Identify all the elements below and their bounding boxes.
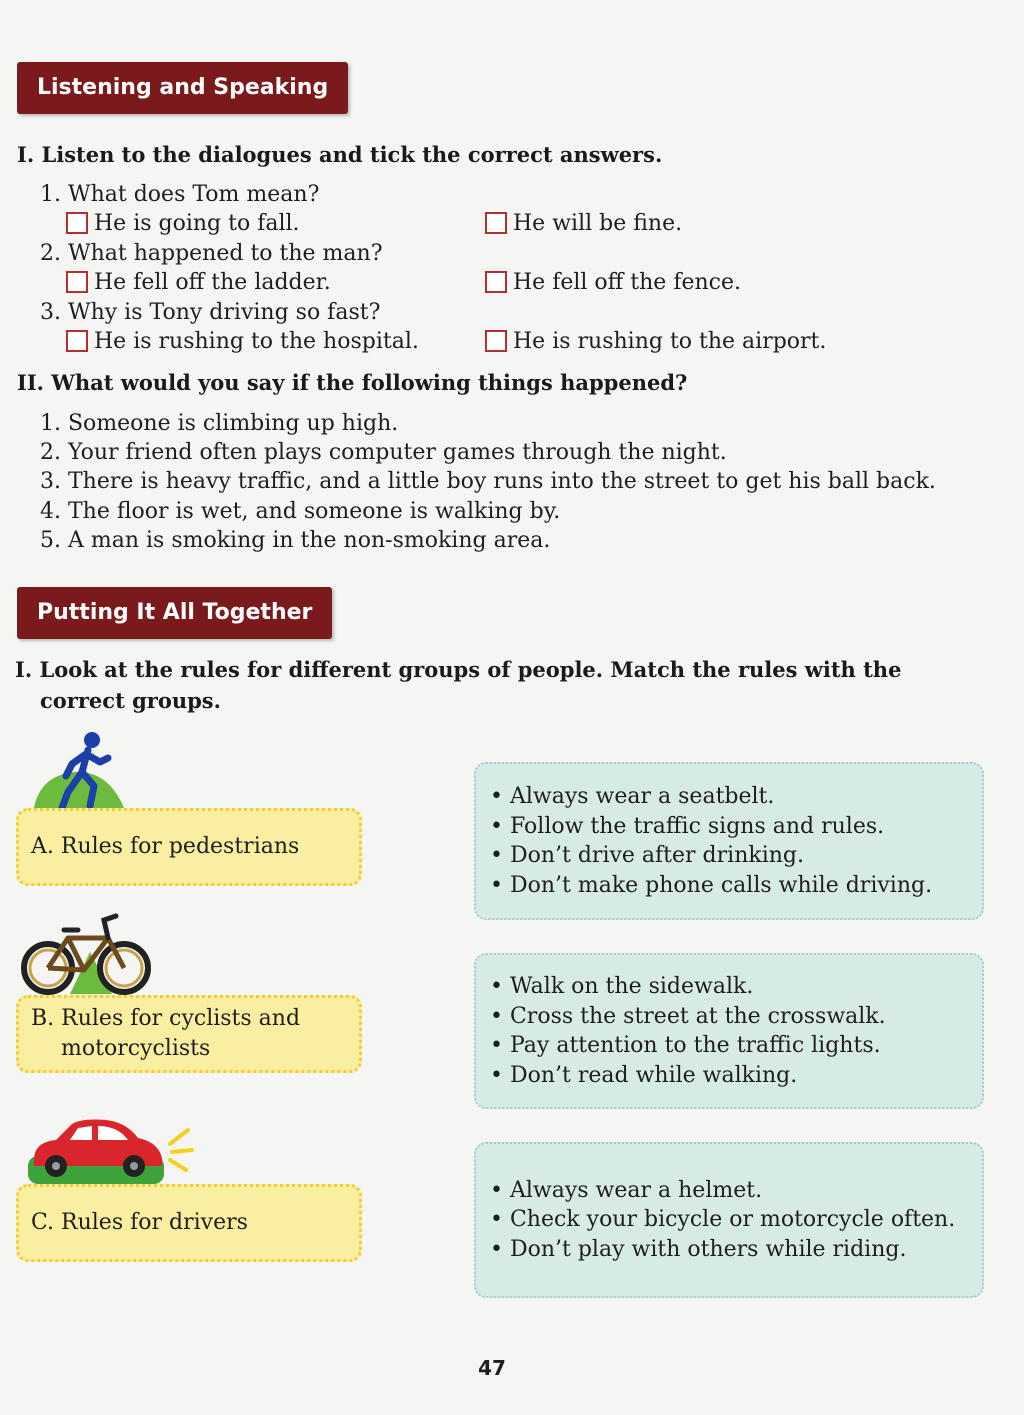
rule-item: • Walk on the sidewalk. (490, 974, 754, 999)
list-item: 5. A man is smoking in the non-smoking area. (40, 528, 551, 553)
checkbox[interactable] (485, 271, 507, 293)
option-label: He is going to fall. (94, 211, 300, 236)
option-2a (66, 268, 331, 297)
group-label-line1: B. Rules for cyclists and (31, 1006, 301, 1031)
rule-box-1[interactable] (474, 762, 984, 920)
group-label: C. Rules for drivers (31, 1210, 248, 1235)
checkbox[interactable] (66, 212, 88, 234)
section2-heading: II. What would you say if the following things happened? (17, 370, 688, 395)
option-label: He will be fine. (513, 211, 683, 236)
rule-item: • Cross the street at the crosswalk. (490, 1003, 886, 1029)
section-banner-putting: Putting It All Together (17, 587, 332, 639)
question-3: 3. Why is Tony driving so fast? (40, 300, 381, 325)
option-label: He is rushing to the airport. (513, 329, 827, 354)
group-box-c[interactable] (16, 1184, 362, 1262)
option-1b (485, 209, 682, 238)
option-label: He fell off the fence. (513, 270, 741, 295)
question-1: 1. What does Tom mean? (40, 182, 320, 207)
option-label: He is rushing to the hospital. (94, 329, 419, 354)
section3-heading-line2: correct groups. (40, 688, 221, 713)
option-3b (485, 327, 826, 356)
checkbox[interactable] (485, 212, 507, 234)
rule-item: • Don’t make phone calls while driving. (490, 872, 933, 898)
rule-item: • Don’t read while walking. (490, 1062, 798, 1088)
list-item: 4. The floor is wet, and someone is walking by. (40, 499, 561, 524)
section1-heading: I. Listen to the dialogues and tick the correct answers. (17, 142, 663, 167)
section-banner-listening: Listening and Speaking (17, 62, 348, 114)
rule-box-2[interactable] (474, 953, 984, 1109)
list-item: 1. Someone is climbing up high. (40, 411, 399, 436)
rule-item: • Follow the traffic signs and rules. (490, 813, 885, 839)
rule-item: • Pay attention to the traffic lights. (490, 1033, 881, 1058)
list-item: 2. Your friend often plays computer games through the night. (40, 440, 727, 465)
checkbox[interactable] (66, 271, 88, 293)
rule-item: • Don’t drive after drinking. (490, 843, 804, 868)
checkbox[interactable] (66, 330, 88, 352)
option-3a (66, 327, 419, 356)
rule-item: • Don’t play with others while riding. (490, 1236, 907, 1262)
option-1a (66, 209, 300, 238)
group-label-line2: motorcyclists (61, 1036, 211, 1061)
bicycle-icon (20, 908, 152, 998)
group-label: A. Rules for pedestrians (31, 834, 300, 859)
group-label (31, 1004, 300, 1064)
rule-item: • Always wear a helmet. (490, 1177, 763, 1203)
page-number: 47 (478, 1356, 506, 1380)
option-2b (485, 268, 741, 297)
group-box-a[interactable] (16, 808, 362, 886)
pedestrian-icon (32, 728, 128, 812)
rule-box-3[interactable] (474, 1142, 984, 1298)
rule-item: • Always wear a seatbelt. (490, 784, 775, 809)
group-box-b[interactable] (16, 995, 362, 1073)
question-2: 2. What happened to the man? (40, 241, 383, 266)
rule-item: • Check your bicycle or motorcycle often. (490, 1207, 956, 1233)
list-item: 3. There is heavy traffic, and a little boy runs into the street to get his ball back. (40, 469, 936, 494)
checkbox[interactable] (485, 330, 507, 352)
section3-heading-line1: I. Look at the rules for different groups of people. Match the rules with the (15, 657, 902, 682)
car-icon (26, 1114, 196, 1188)
option-label: He fell off the ladder. (94, 270, 331, 295)
